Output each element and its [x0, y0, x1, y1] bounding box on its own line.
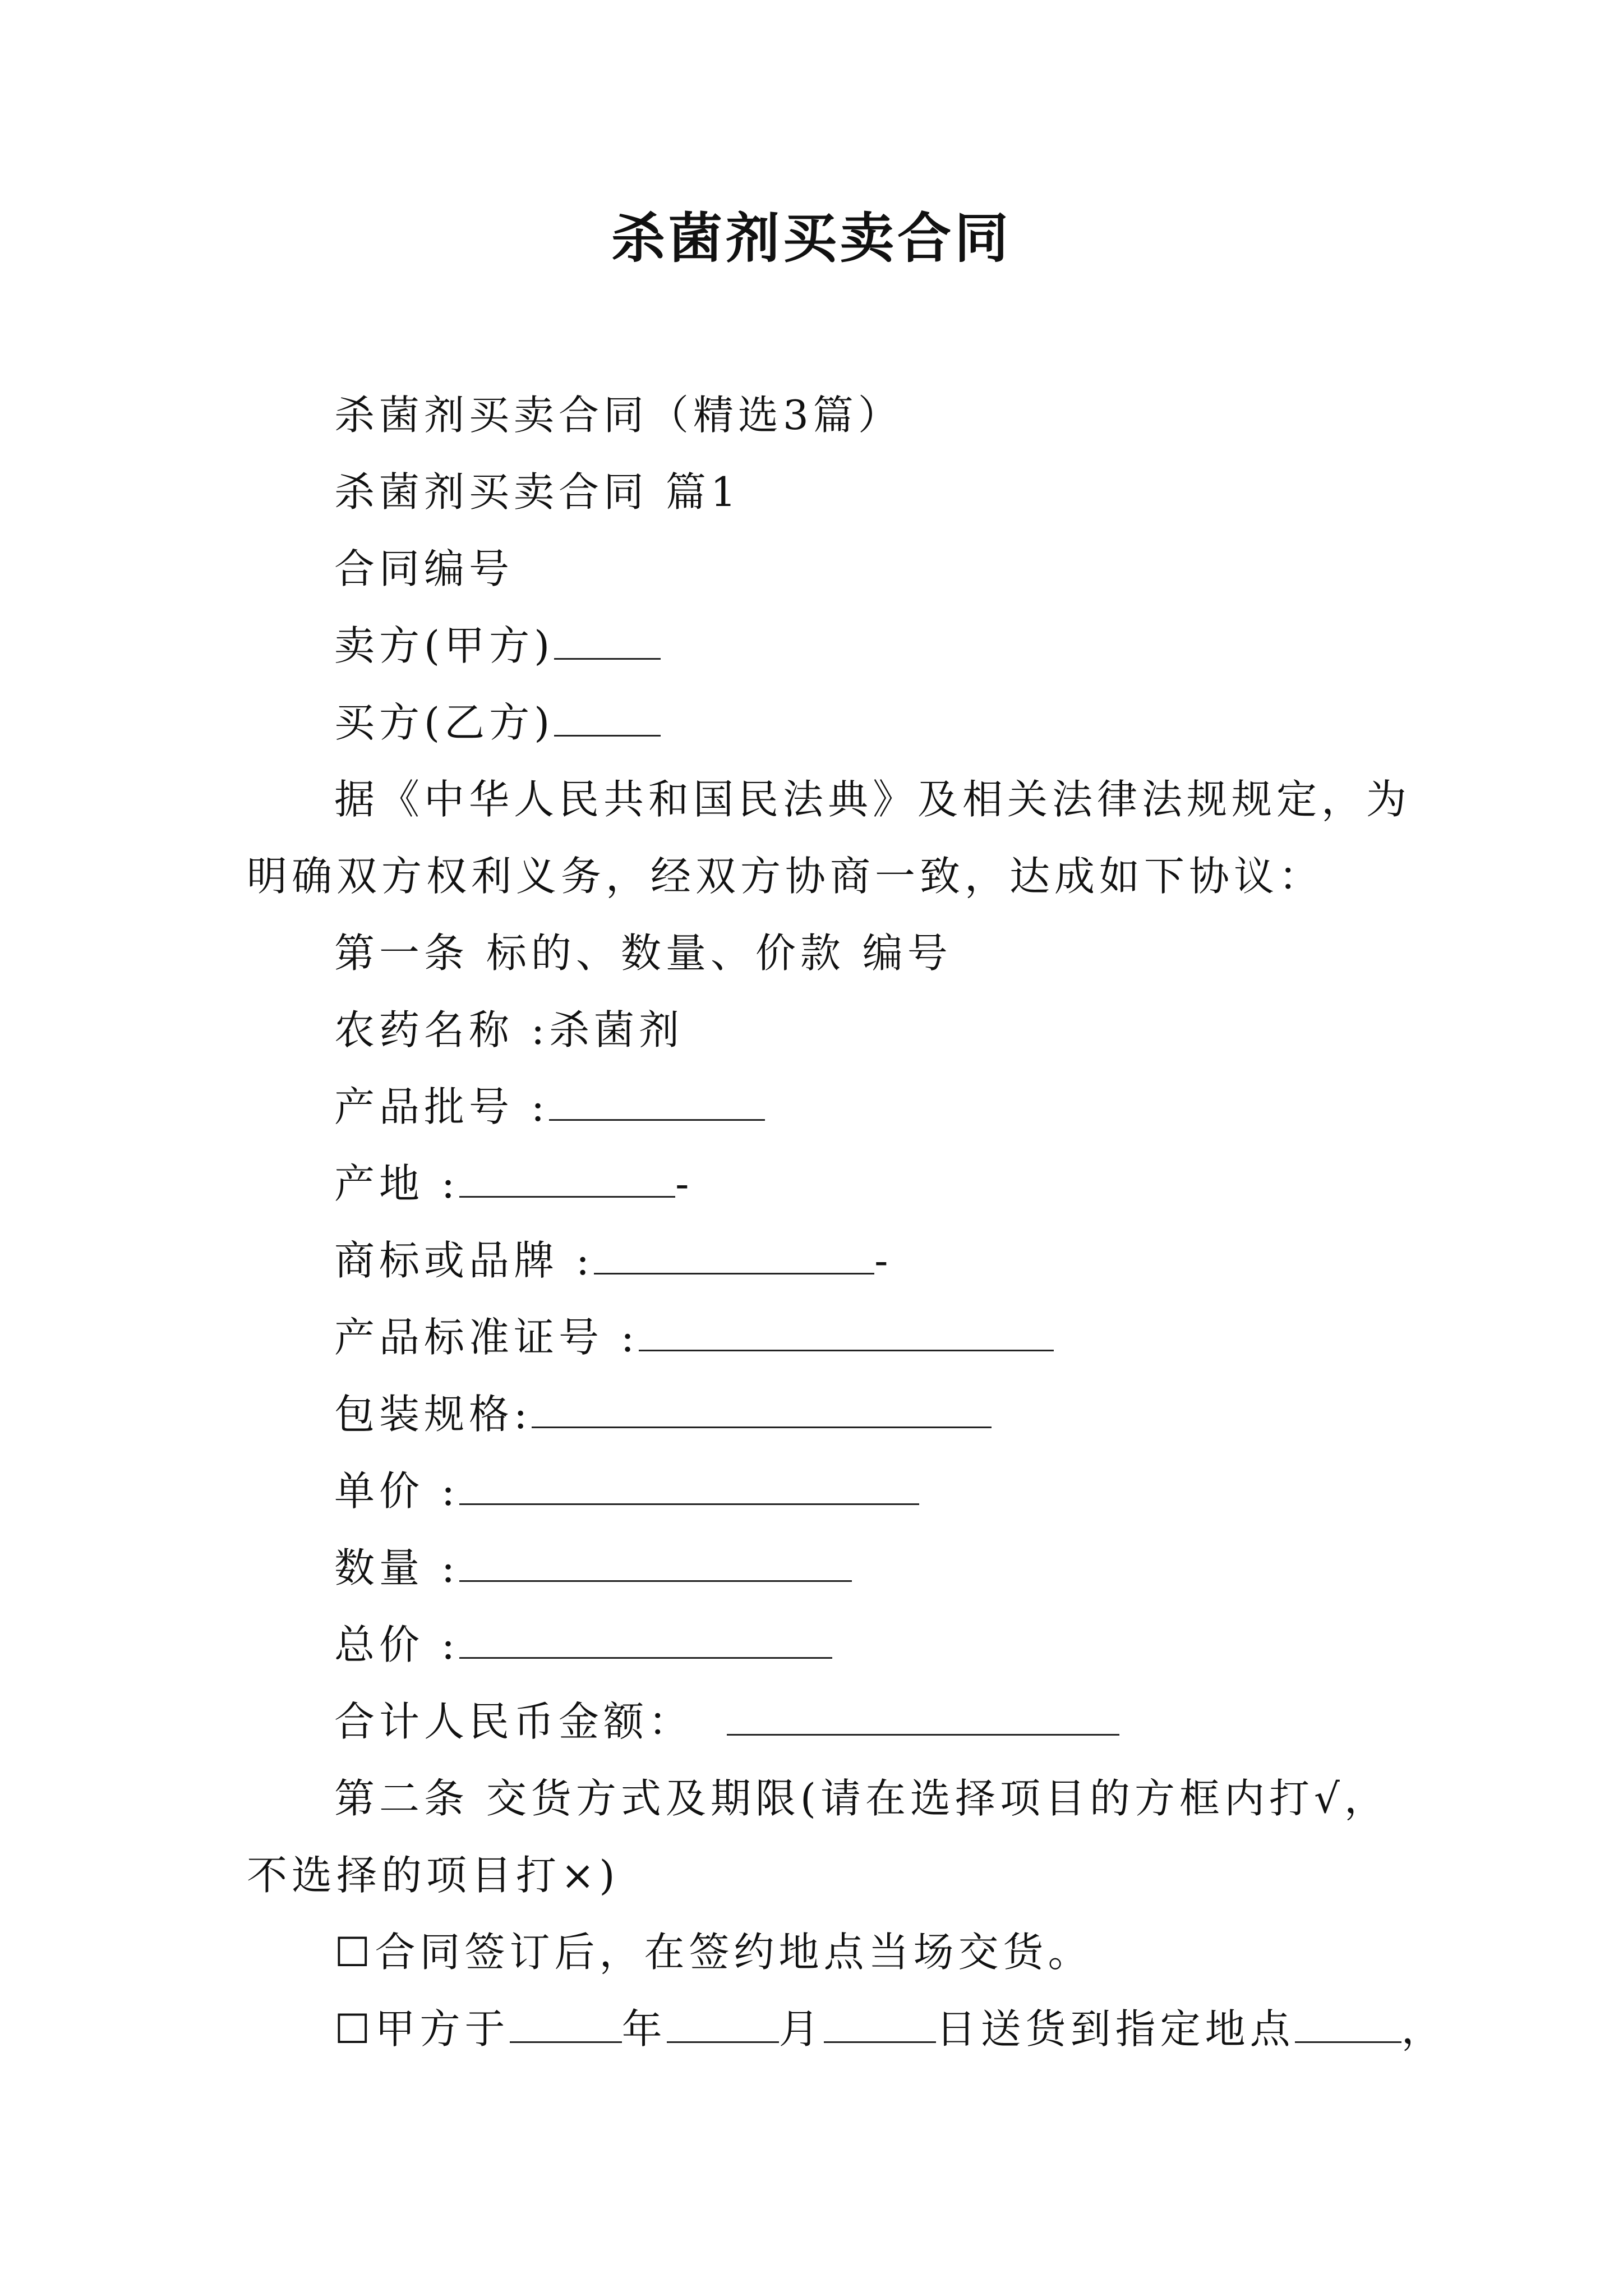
month-blank[interactable]: [667, 2008, 779, 2043]
brand-label: 商标或品牌 :: [334, 1237, 594, 1284]
unit-price-label: 单价 :: [334, 1467, 460, 1515]
day-label: 日送货到指定地点: [935, 2005, 1295, 2053]
preamble-line-2: 明确双方权利义务，经双方协商一致，达成如下协议：: [247, 853, 1324, 900]
seller-label: 卖方(甲方): [334, 622, 555, 669]
packing-label: 包装规格:: [334, 1391, 532, 1438]
delivery-option-2: [334, 2001, 1446, 2057]
total-price-label: 总价 :: [334, 1621, 460, 1668]
article-1-heading: 第一条 标的、数量、价款 编号: [334, 930, 952, 977]
standard-number-blank[interactable]: [639, 1316, 1054, 1351]
document-title: 杀菌剂买卖合同: [611, 206, 1012, 270]
article-2-line-1: 第二条 交货方式及期限(请在选择项目的方框内打√，: [334, 1775, 1389, 1822]
origin-line: [334, 1156, 693, 1212]
batch-number-label: 产品批号 :: [334, 1083, 550, 1130]
article-2-line-2: 不选择的项目打×): [247, 1852, 620, 1899]
packing-line: [334, 1386, 992, 1442]
total-price-line: [334, 1617, 832, 1673]
batch-number-blank[interactable]: [549, 1085, 765, 1121]
month-label: 月: [778, 2005, 824, 2053]
pesticide-name-line: [334, 1002, 684, 1058]
quantity-label: 数量 :: [334, 1544, 460, 1591]
packing-blank[interactable]: [532, 1393, 992, 1428]
brand-suffix: -: [874, 1237, 893, 1284]
preamble-line-1: 据《中华人民共和国民法典》及相关法律法规规定，为: [334, 776, 1412, 823]
part-heading: 杀菌剂买卖合同 篇1: [334, 468, 741, 516]
unit-price-line: [334, 1463, 919, 1519]
contract-number-label: 合同编号: [334, 545, 514, 592]
origin-suffix: -: [675, 1160, 694, 1207]
unit-price-blank[interactable]: [459, 1470, 919, 1505]
buyer-label: 买方(乙方): [334, 699, 555, 746]
origin-label: 产地 :: [334, 1160, 460, 1207]
option-2-label: ☐甲方于: [334, 2005, 510, 2053]
location-blank[interactable]: [1295, 2008, 1401, 2043]
standard-number-label: 产品标准证号 :: [334, 1314, 639, 1361]
total-price-blank[interactable]: [459, 1623, 832, 1659]
subtitle: 杀菌剂买卖合同（精选3篇）: [334, 392, 903, 439]
day-blank[interactable]: [824, 2008, 936, 2043]
pesticide-name-value: 杀菌剂: [549, 1006, 684, 1053]
year-blank[interactable]: [510, 2008, 622, 2043]
batch-number-line: [334, 1079, 765, 1135]
origin-blank[interactable]: [459, 1162, 675, 1198]
option-2-end: ，: [1401, 2005, 1446, 2053]
rmb-total-blank[interactable]: [727, 1700, 1119, 1736]
buyer-blank[interactable]: [554, 701, 661, 737]
rmb-total-line: [334, 1694, 1119, 1750]
brand-blank[interactable]: [594, 1239, 874, 1274]
year-label: 年: [621, 2005, 667, 2053]
seller-line: [334, 618, 661, 674]
standard-number-line: [334, 1309, 1054, 1365]
quantity-blank[interactable]: [459, 1547, 852, 1582]
rmb-total-label: 合计人民币金额：: [334, 1698, 694, 1745]
brand-line: [334, 1232, 892, 1289]
buyer-line: [334, 694, 661, 751]
quantity-line: [334, 1540, 852, 1596]
pesticide-name-label: 农药名称 :: [334, 1006, 550, 1053]
delivery-option-1: ☐合同签订后，在签约地点当场交货。: [334, 1929, 1093, 1976]
seller-blank[interactable]: [554, 624, 661, 660]
